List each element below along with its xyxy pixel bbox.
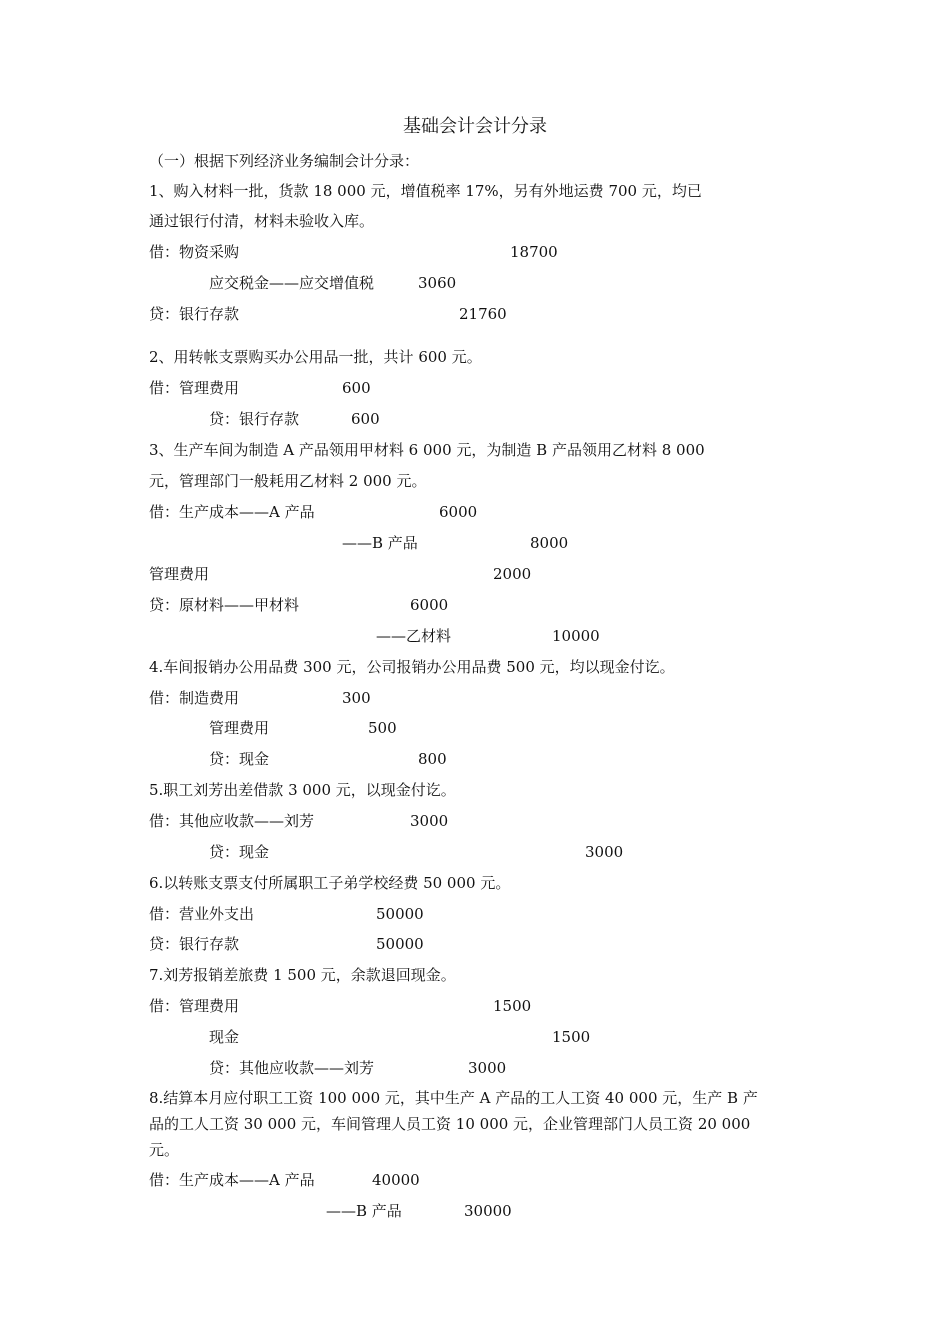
q8-debit1-label: 借：生产成本——A 产品 (149, 1171, 315, 1189)
q7-debit2-label: 现金 (209, 1028, 240, 1046)
q5-debit-amount: 3000 (410, 812, 449, 830)
q3-debit3-amount: 2000 (493, 565, 532, 583)
q3-text-line1: 3、生产车间为制造 A 产品领用甲材料 6 000 元，为制造 B 产品领用乙材料 8 000 (149, 441, 705, 459)
q3-debit1-label: 借：生产成本——A 产品 (149, 503, 315, 521)
q3-debit2-label: ——B 产品 (342, 534, 418, 552)
q5-text: 5.职工刘芳出差借款 3 000 元，以现金付讫。 (149, 781, 456, 799)
q4-debit1-label: 借：制造费用 (149, 689, 240, 707)
q8-debit2-amount: 30000 (464, 1202, 512, 1220)
q4-debit2-amount: 500 (368, 719, 397, 737)
q2-text: 2、用转帐支票购买办公用品一批，共计 600 元。 (149, 348, 482, 366)
q3-credit1-label: 贷：原材料——甲材料 (149, 596, 300, 614)
q6-text: 6.以转账支票支付所属职工子弟学校经费 50 000 元。 (149, 874, 511, 892)
q6-credit-label: 贷：银行存款 (149, 935, 240, 953)
q2-debit-label: 借：管理费用 (149, 379, 240, 397)
q2-credit-label: 贷：银行存款 (209, 410, 300, 428)
q8-text-line1: 8.结算本月应付职工工资 100 000 元，其中生产 A 产品的工人工资 40 000 元，生产 B 产 (149, 1089, 758, 1107)
q6-credit-amount: 50000 (376, 935, 424, 953)
q1-debit1-amount: 18700 (510, 243, 558, 261)
q2-debit-amount: 600 (342, 379, 371, 397)
q3-credit2-amount: 10000 (552, 627, 600, 645)
q3-debit1-amount: 6000 (439, 503, 478, 521)
q7-text: 7.刘芳报销差旅费 1 500 元，余款退回现金。 (149, 966, 456, 984)
q1-debit2-amount: 3060 (418, 274, 457, 292)
q4-debit2-label: 管理费用 (209, 719, 270, 737)
document-title: 基础会计会计分录 (403, 116, 547, 137)
q5-credit-label: 贷：现金 (209, 843, 270, 861)
q1-debit1-label: 借：物资采购 (149, 243, 240, 261)
q1-credit-amount: 21760 (459, 305, 507, 323)
q3-credit2-label: ——乙材料 (376, 627, 452, 645)
q4-debit1-amount: 300 (342, 689, 371, 707)
q1-debit2-label: 应交税金——应交增值税 (209, 274, 375, 292)
q8-debit1-amount: 40000 (372, 1171, 420, 1189)
q3-debit3-label: 管理费用 (149, 565, 210, 583)
q1-credit-label: 贷：银行存款 (149, 305, 240, 323)
q8-debit2-label: ——B 产品 (326, 1202, 402, 1220)
q5-credit-amount: 3000 (585, 843, 624, 861)
q7-debit1-label: 借：管理费用 (149, 997, 240, 1015)
q3-text-line2: 元，管理部门一般耗用乙材料 2 000 元。 (149, 472, 427, 490)
q6-debit-amount: 50000 (376, 905, 424, 923)
q7-debit1-amount: 1500 (493, 997, 532, 1015)
q4-credit-amount: 800 (418, 750, 447, 768)
section-heading: （一）根据下列经济业务编制会计分录： (149, 152, 420, 170)
q3-debit2-amount: 8000 (530, 534, 569, 552)
q5-debit-label: 借：其他应收款——刘芳 (149, 812, 315, 830)
q8-text-line2: 品的工人工资 30 000 元，车间管理人员工资 10 000 元，企业管理部门人员工资 20 000 (149, 1115, 751, 1133)
q1-text-line2: 通过银行付清，材料未验收入库。 (149, 212, 375, 230)
q3-credit1-amount: 6000 (410, 596, 449, 614)
q2-credit-amount: 600 (351, 410, 380, 428)
q6-debit-label: 借：营业外支出 (149, 905, 255, 923)
q4-credit-label: 贷：现金 (209, 750, 270, 768)
q7-debit2-amount: 1500 (552, 1028, 591, 1046)
q4-text: 4.车间报销办公用品费 300 元，公司报销办公用品费 500 元，均以现金付讫。 (149, 658, 675, 676)
q8-text-line3: 元。 (149, 1141, 180, 1159)
q7-credit-amount: 3000 (468, 1059, 507, 1077)
q1-text-line1: 1、购入材料一批，货款 18 000 元，增值税率 17%，另有外地运费 700 元，均已 (149, 182, 702, 200)
q7-credit-label: 贷：其他应收款——刘芳 (209, 1059, 375, 1077)
